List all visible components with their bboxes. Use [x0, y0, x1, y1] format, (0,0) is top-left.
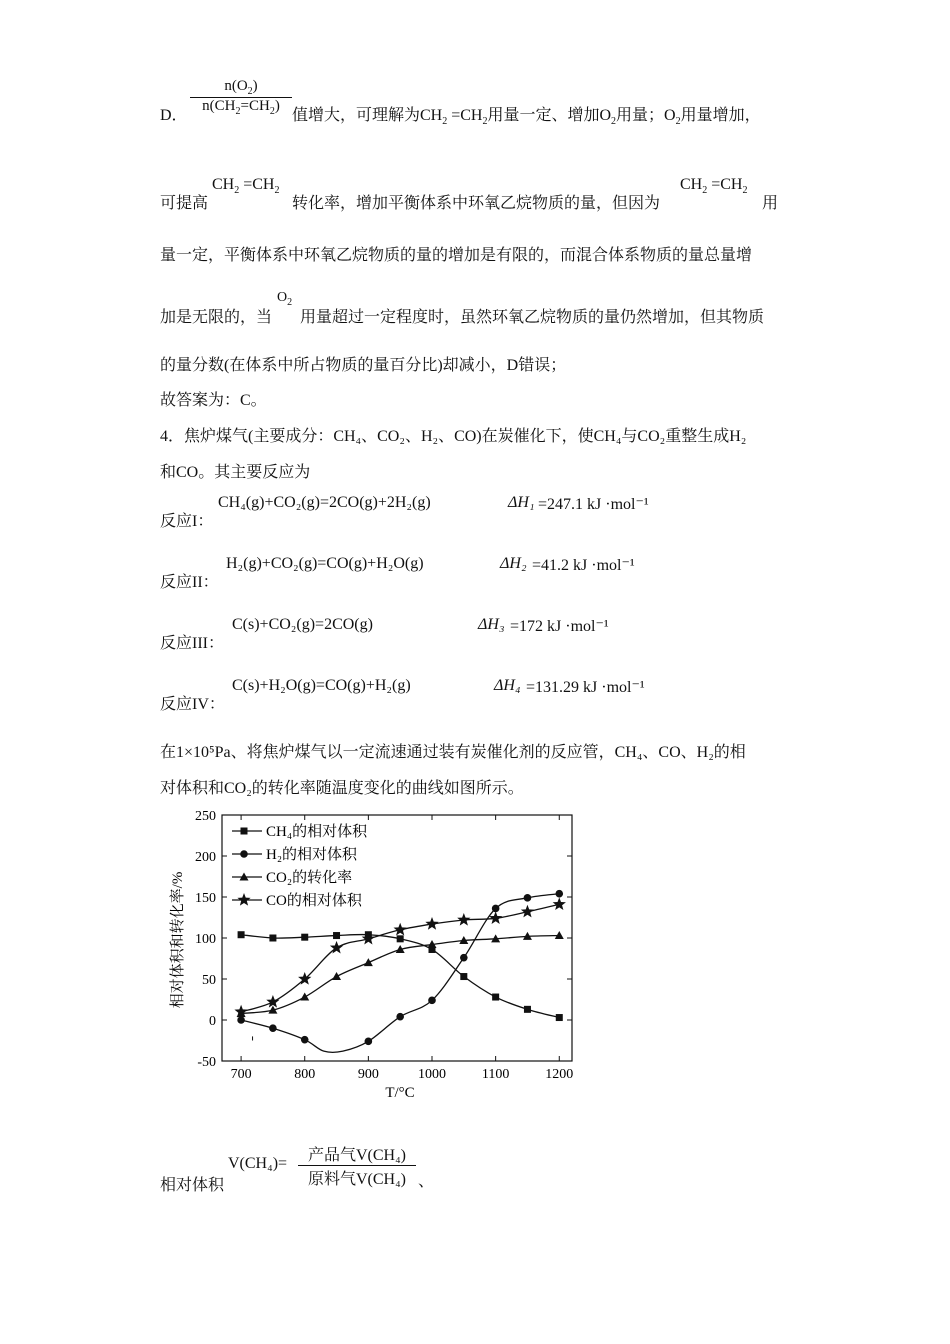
definition-tail: 、	[418, 1173, 435, 1190]
x-tick-label: 1000	[418, 1067, 446, 1082]
q4-line2: 和CO。其主要反应为	[160, 464, 311, 481]
reaction-2-dh-symbol: ΔH₂	[500, 555, 527, 572]
data-point-circle	[237, 1016, 245, 1024]
definition-numerator: 产品气V(CH₄)	[307, 1147, 407, 1164]
data-point-star	[362, 932, 375, 945]
data-point-circle	[524, 894, 532, 902]
data-point-circle	[428, 997, 436, 1005]
legend-label: H₂的相对体积	[266, 847, 358, 863]
y-tick-label: 150	[195, 891, 216, 906]
reaction-3-equation: C(s)+CO₂(g)=2CO(g)	[232, 616, 373, 633]
reaction-1-dh-value: =247.1 kJ ·mol⁻¹	[538, 496, 649, 513]
reaction-3-label: 反应III：	[160, 635, 224, 652]
reaction-4-label: 反应IV：	[160, 696, 225, 713]
data-point-circle	[555, 890, 563, 898]
x-tick-label: 1200	[545, 1067, 574, 1082]
data-point-square	[492, 994, 499, 1001]
y-tick-label: 0	[209, 1014, 216, 1029]
x-tick-label: 900	[357, 1067, 379, 1082]
data-point-circle	[269, 1024, 277, 1032]
data-point-square	[556, 1014, 563, 1021]
data-point-square	[241, 828, 248, 835]
definition-fraction	[298, 1142, 416, 1189]
data-point-circle	[460, 954, 468, 962]
optionD-line4-end: 用量超过一定程度时，虽然环氧乙烷物质的量仍然增加，但其物质	[300, 309, 765, 326]
data-point-triangle	[300, 993, 309, 1001]
series-line	[241, 904, 559, 1011]
answer-line: 故答案为：C。	[160, 392, 267, 409]
x-tick-label: 800	[294, 1067, 316, 1082]
optionD-line4-start: 加是无限的，当	[160, 309, 273, 326]
x-axis-label: T/°C	[385, 1085, 415, 1101]
series-triangle	[237, 931, 564, 1017]
reaction-3-dh-symbol: ΔH₃	[478, 616, 505, 633]
reaction-4-dh-symbol: ΔH₄	[494, 677, 521, 694]
series-square	[238, 931, 563, 1021]
legend-label: CH₄的相对体积	[266, 824, 368, 840]
reaction-2-label: 反应II：	[160, 574, 219, 591]
legend-label: CO₂的转化率	[266, 870, 353, 886]
ethylene-formula-1: $CH_2 =CH_2$	[212, 176, 280, 197]
reaction-1-label: 反应I：	[160, 513, 214, 530]
data-point-circle	[396, 1013, 404, 1021]
y-axis-label: 相对体积和转化率/%	[170, 871, 186, 1009]
optionD-line2: 可提高	[160, 195, 209, 212]
fraction-denominator: $n(CH_2=CH_2)$	[202, 98, 280, 117]
optionD-line5: 的量分数(在体系中所占物质的量百分比)却减小，D错误；	[160, 357, 567, 374]
definition-label: 相对体积	[160, 1177, 225, 1194]
data-point-star	[521, 905, 534, 918]
data-point-square	[269, 935, 276, 942]
optionD-line1: 值增大，可理解为$CH_2 =CH_2$用量一定、增加$O_2$用量；$O_2$用量增加，	[292, 107, 761, 128]
y-tick-label: 250	[195, 809, 216, 824]
optionD-line2-end: 用	[762, 195, 779, 212]
x-tick-label: 700	[230, 1067, 252, 1082]
data-point-circle	[240, 850, 248, 858]
data-point-star	[237, 893, 250, 906]
option-label: D．	[160, 107, 188, 124]
data-point-triangle	[332, 972, 341, 980]
reaction-1-equation: CH₄(g)+CO₂(g)=2CO(g)+2H₂(g)	[218, 494, 431, 511]
data-point-square	[460, 973, 467, 980]
reaction-1-dh-symbol: ΔH₁	[508, 494, 535, 511]
data-point-square	[524, 1006, 531, 1013]
series-line	[241, 894, 559, 1053]
reaction-2-dh-value: =41.2 kJ ·mol⁻¹	[532, 557, 635, 574]
y-tick-label: -50	[197, 1055, 216, 1070]
data-point-square	[238, 931, 245, 938]
condition-line2: 对体积和CO₂的转化率随温度变化的曲线如图所示。	[160, 780, 524, 797]
data-point-star	[553, 897, 566, 910]
optionD-line3: 量一定，平衡体系中环氧乙烷物质的量的增加是有限的，而混合体系物质的量总量增	[160, 247, 753, 264]
y-tick-label: 50	[202, 973, 216, 988]
data-point-square	[397, 935, 404, 942]
fraction-numerator: $n(O_2)$	[224, 78, 258, 97]
line-chart	[160, 805, 600, 1105]
reaction-3-dh-value: =172 kJ ·mol⁻¹	[510, 618, 609, 635]
data-point-star	[394, 923, 407, 936]
legend-label: CO的相对体积	[266, 893, 362, 909]
x-tick-label: 1100	[481, 1067, 510, 1082]
condition-line1: 在1×10⁵Pa、将焦炉煤气以一定流速通过装有炭催化剂的反应管，CH₄、CO、H₂的相	[160, 744, 746, 761]
ethylene-formula-2: $CH_2 =CH_2$	[680, 176, 748, 197]
definition-lhs: V(CH₄)=	[228, 1155, 288, 1172]
data-point-circle	[492, 905, 500, 913]
definition-denominator: 原料气V(CH₄)	[307, 1171, 407, 1188]
y-tick-label: 100	[195, 932, 216, 947]
q4-line1: 4．焦炉煤气(主要成分：CH₄、CO₂、H₂、CO)在炭催化下，使CH₄与CO₂重整生成H₂	[160, 428, 747, 445]
data-point-triangle	[364, 958, 373, 966]
series-star	[234, 897, 566, 1017]
y-tick-label: 200	[195, 850, 216, 865]
data-point-square	[301, 934, 308, 941]
reaction-4-dh-value: =131.29 kJ ·mol⁻¹	[526, 679, 645, 696]
reaction-2-equation: H₂(g)+CO₂(g)=CO(g)+H₂O(g)	[226, 555, 424, 572]
optionD-fraction	[190, 78, 292, 117]
oxygen-formula: $O_2$	[277, 290, 293, 308]
data-point-circle	[301, 1036, 309, 1044]
data-point-star	[457, 913, 470, 926]
data-point-circle	[365, 1038, 373, 1046]
optionD-line2-mid: 转化率，增加平衡体系中环氧乙烷物质的量，但因为	[292, 195, 661, 212]
data-point-square	[333, 932, 340, 939]
reaction-4-equation: C(s)+H₂O(g)=CO(g)+H₂(g)	[232, 677, 411, 694]
data-point-star	[425, 917, 438, 930]
